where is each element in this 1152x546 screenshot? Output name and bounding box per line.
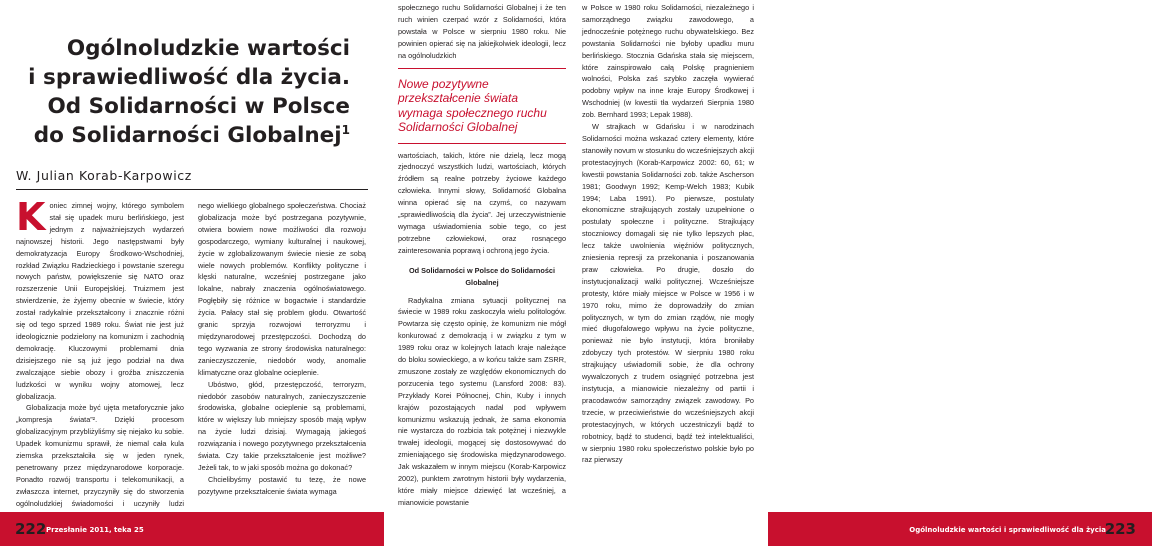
title-footnote-marker[interactable]: 1 [341, 122, 350, 137]
paragraph: nego wielkiego globalnego społeczeństwa. Chociaż globalizacja może być postrzegana pozytywnie, otwiera bowiem nowe możliwości dla rozwoju gospodarczego, wymiany kulturalnej i naukowej, życie w zglobalizowanym świecie niesie ze sobą wiele nowych problemów. Konflikty polityczne i klęski naturalne, wcześniej postrzegane jako lokalne, nabrały znaczenia ogólnoświatowego. Pogłębiły się różnice w bogactwie i standardzie życia. Pałacy stał się problem głodu. Otwartość granic sprzyja rozwojowi terroryzmu i międzynarodowej przestępczości. Dochodzą do tego wyzwania ze strony środowiska naturalnego: zanieczyszczenie, niedobór wody, anomalie klimatyczne oraz globalne ocieplenie. [198, 201, 366, 377]
text-column-3 [398, 2, 566, 506]
pull-quote: Nowe pozytywne przekształcenie świata wymaga społecznego ruchu Solidarności Globalnej [398, 68, 566, 144]
running-title: Ogólnoludzkie wartości i sprawiedliwość dla życia [909, 526, 1106, 534]
paragraph [16, 195, 184, 402]
paragraph: Radykalna zmiana sytuacji politycznej na świecie w 1989 roku zaskoczyła wielu politologów. Powtarza się często opinię, że komunizm nie mógł konkurować z demokracją i w związku z tym w 1989 roku oraz w kolejnych latach kraje należące do bloku sowieckiego, a w końcu także sam ZSRR, zmuszone zostały ze względów ekonomicznych do porzucenia tego systemu (Lansford 2008: 83). Przykłady Korei Północnej, Chin, Kuby i innych krajów pozostających nadal pod wpływem komunizmu wskazują jednak, że sama ekonomia nie wystarcza do rozbicia tak potężnej i niezwykle trwałej ideologii, mogącej się dostosowywać do zmieniającego się środowiska międzynarodowego. Jak wskazałem w innym miejscu (Korab-Karpowicz 2002), punktem zwrotnym historii były wydarzenia, które miały miejsce dziewięć lat wcześniej, a mianowicie powstanie [398, 295, 566, 507]
text-column-1 [16, 195, 184, 512]
page-number-left: 222 [15, 520, 47, 538]
author-name: W. Julian Korab-Karpowicz [16, 168, 192, 183]
paragraph: W strajkach w Gdańsku i w narodzinach Solidarności można wskazać cztery elementy, które stanowiły novum w stosunku do wcześniejszych akcji protestacyjnych (Korab-Karpowicz 2002: 60, 61; w kwestii powstania Solidarności zob. także Ascherson 1981; Goodwyn 1992; Kemp-Welch 1983; Kubik 1994; Laba 1991). Po pierwsze, postulaty ekonomiczne strajkujących zostały uzupełnione o postulaty społeczne i polityczne. Strajkujący stoczniowcy domagali się nie tylko lepszych płac, lecz także uwolnienia więźniów politycznych, zniesienia represji za przekonania i poszanowania praw człowieka. Po drugie, doszło do instytucjonalizacji walki politycznej. Wcześniejsze protesty, które miały miejsce w Polsce w 1956 i w 1970 roku, mimo że doprowadziły do zmian politycznych, w tym do zmian rządów, nie mogły mieć długofalowego wpływu na życie polityczne, ponieważ nie było instytucji, która broniłaby zdobyczy tych protestów. W sierpniu 1980 roku strajkujący uświadomili sobie, że dla ochrony wywalczonych z trudem osiągnięć potrzebna jest instytucja, a mianowicie niezależny od partii i pracodawców samorządny związek zawodowy. Po trzecie, w przeciwieństwie do wcześniejszych akcji protestacyjnych, w których uczestniczyli bądź to robotnicy, bądź to studenci, bądź też intelektualiści, w sierpniu 1980 roku społeczeństwo polskie było po raz pierwszy [582, 122, 754, 465]
paragraph: społecznego ruchu Solidarności Globalnej i że ten ruch winien czerpać wzór z Solidarności, która powstała w Polsce w sierpniu 1980 roku. Nie powinien opierać się na jakiejkolwiek ideologii, lecz na ogólnoludzkich [398, 3, 566, 60]
drop-cap: K [16, 195, 46, 239]
text-column-2 [198, 200, 366, 512]
title-line-4: do Solidarności Globalnej [33, 123, 342, 148]
journal-issue: Przesłanie 2011, teka 25 [46, 526, 144, 534]
author-divider [16, 189, 368, 190]
paragraph-text: oniec zimnej wojny, którego symbolem stał się upadek muru berlińskiego, jest jednym z najważniejszych wydarzeń najnowszej historii. Jego następstwami były demokratyzacja Europy Środkowo-Wschodniej, rozkład Związku Radzieckiego i powstanie szeregu nowych państw, powiększenie się NATO oraz rozszerzenie Unii Europejskiej. Truizmem jest stwierdzenie, że żyjemy obecnie w świecie, który został radykalnie przekształcony i znacznie różni się od tego sprzed 1989 roku. Świat nie jest już ideologicznie podzielony na komunizm i zachodnią demokrację. Kluczowymi problemami dnia dzisiejszego nie są już jego podział na dwa zwalczające siebie obozy i groźba zniszczenia ludzkości w wyniku wojny atomowej, lecz globalizacja. [16, 201, 184, 401]
paragraph: Chcielibyśmy postawić tu tezę, że nowe pozytywne przekształcenie świata wymaga [198, 474, 366, 496]
left-page [0, 0, 384, 546]
paragraph: Ubóstwo, głód, przestępczość, terroryzm, niedobór zasobów naturalnych, zanieczyszczenie środowiska, globalne ocieplenie są problemami, które w większy lub mniejszy sposób mają wpływ na życie ludzi dzisiaj. Wymagają jakiegoś rozwiązania i nowego pozytywnego przekształcenia świata. Czy takie przekształcenie jest możliwe? Jeżeli tak, to w jaki sposób można go dokonać? [198, 379, 366, 472]
footer-left [0, 512, 384, 546]
footer-right [768, 512, 1152, 546]
title-line-1: Ogólnoludzkie wartości [66, 36, 350, 61]
paragraph: w Polsce w 1980 roku Solidarności, niezależnego i samorządnego związku zawodowego, a jednocześnie potężnego ruchu obywatelskiego. Bez powstania Solidarności nie byłoby upadku muru berlińskiego. Stocznia Gdańska stała się miejscem, które zainspirowało całą Polskę pragnieniem wolności, Polska zaś szybko zaczęła wywierać podobny wpływ na inne kraje Europy Środkowej i Wschodniej (w kwestii tła wydarzeń Sierpnia 1980 zob. Bernhard 1993; Lepak 1988). [582, 3, 754, 120]
title-line-2: i sprawiedliwość dla życia. [28, 65, 350, 90]
paragraph: wartościach, takich, które nie dzielą, lecz mogą zjednoczyć wszystkich ludzi, wartościach, których źródłem są realne potrzeby życiowe każdego człowieka. Innymi słowy, Solidarność Globalna winna opierać się na czymś, co nazywam „sprawiedliwością dla życia”. Jej urzeczywistnienie wymaga uświadomienia sobie tego, co jest potrzebne człowiekowi, oraz rosnącego zainteresowania poprawą i ochroną jego życia. [398, 150, 566, 255]
text-column-4 [582, 2, 754, 514]
article-title [20, 34, 350, 150]
paragraph: Globalizacja może być ujęta metaforycznie jako „kompresja świata”². Dzięki procesom globalizacyjnym przybliżyliśmy się niejako ku sobie. Upadek komunizmu sprawił, że niemal cała kula ziemska przekształciła się w jeden rynek, penetrowany przez międzynarodowe korporacje. Ponadto rozwój transportu i telekomunikacji, a zwłaszcza internet, przyczyniły się do stworzenia ogólnoludzkiej świadomości i uczyniły ludzi [16, 403, 184, 508]
title-line-3: Od Solidarności w Polsce [47, 94, 350, 119]
section-heading: Od Solidarności w Polsce do Solidarności Globalnej [409, 265, 555, 287]
right-page [384, 0, 1136, 546]
page-number-right: 223 [1104, 520, 1136, 538]
